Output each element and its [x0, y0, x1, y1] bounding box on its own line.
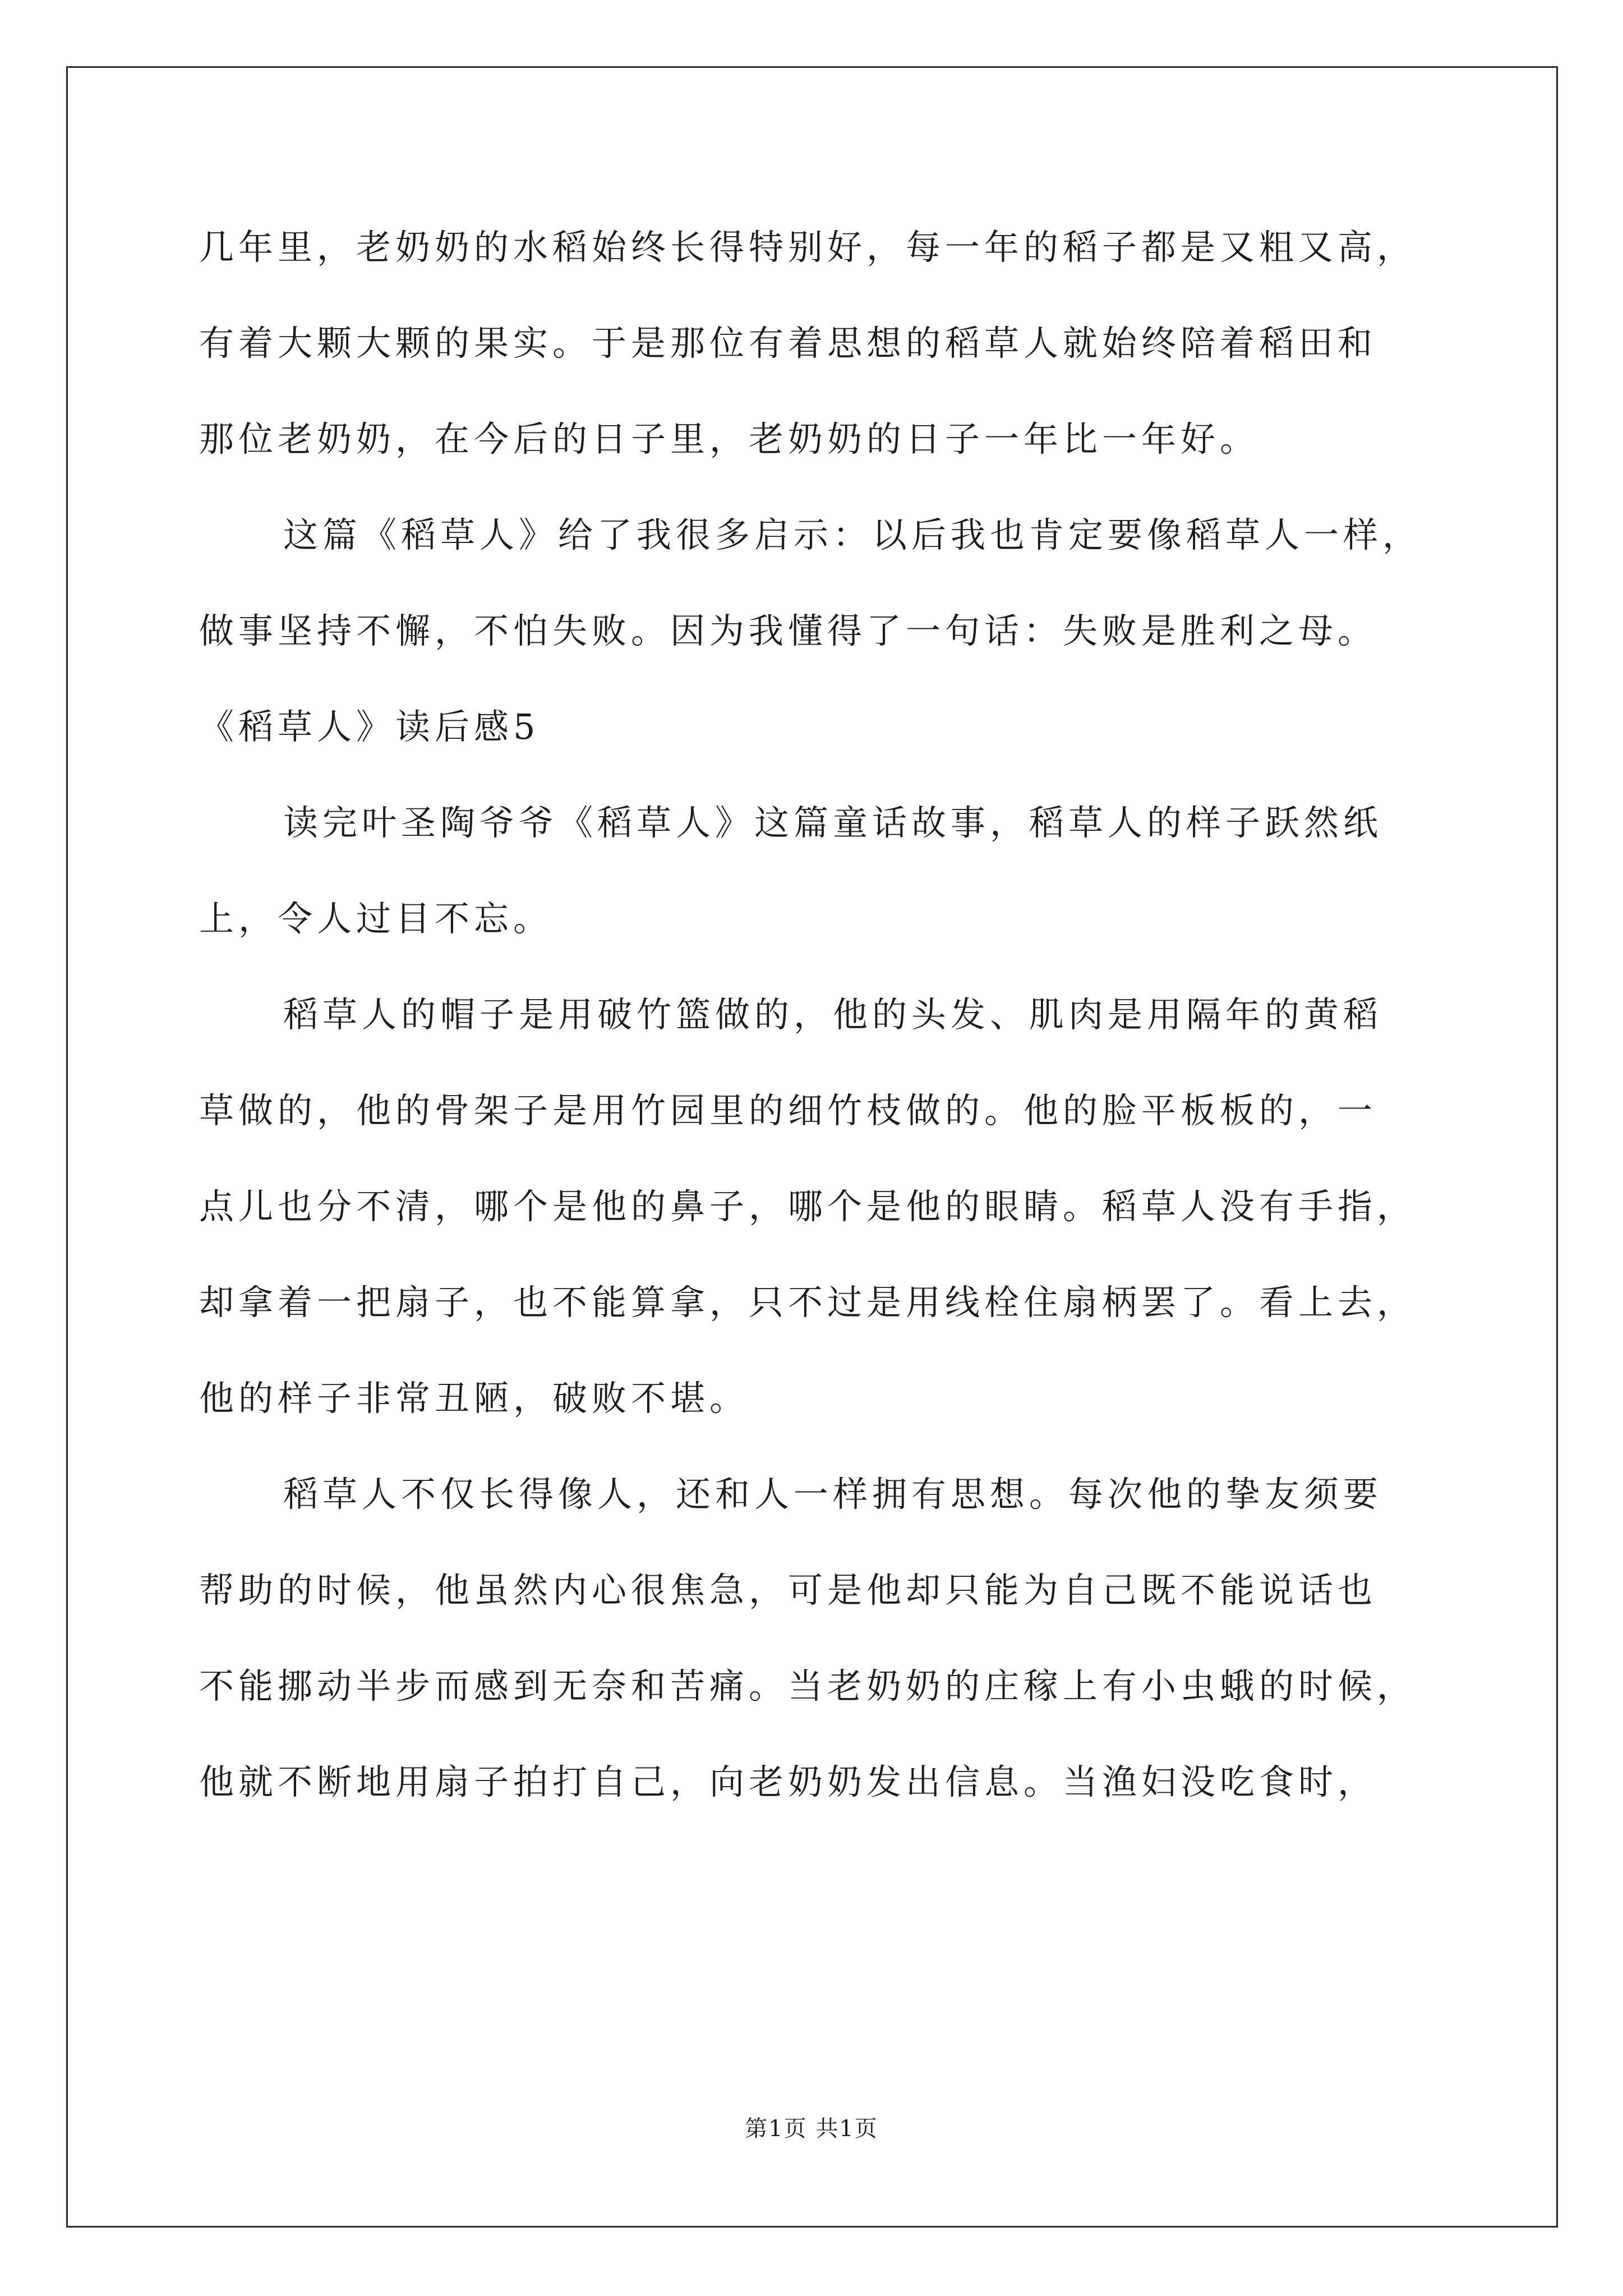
section-heading: 《稻草人》读后感5	[199, 706, 540, 747]
document-body	[199, 199, 1422, 1830]
text-line: 上，令人过目不忘。	[199, 898, 553, 939]
text-line: 稻草人的帽子是用破竹篮做的，他的头发、肌肉是用隔年的黄稻	[283, 994, 1383, 1035]
text-line: 却拿着一把扇子，也不能算拿，只不过是用线栓住扇柄罢了。看上去，	[199, 1282, 1417, 1323]
text-line: 他就不断地用扇子拍打自己，向老奶奶发出信息。当渔妇没吃食时，	[199, 1761, 1377, 1802]
page-footer: 第1页 共1页	[745, 2116, 878, 2142]
text-line: 草做的，他的骨架子是用竹园里的细竹枝做的。他的脸平板板的，一	[199, 1090, 1377, 1131]
text-line: 这篇《稻草人》给了我很多启示：以后我也肯定要像稻草人一样，	[283, 514, 1422, 555]
text-line: 做事坚持不懈，不怕失败。因为我懂得了一句话：失败是胜利之母。	[199, 610, 1377, 651]
text-line: 点儿也分不清，哪个是他的鼻子，哪个是他的眼睛。稻草人没有手指，	[199, 1186, 1417, 1227]
text-line: 几年里，老奶奶的水稻始终长得特别好，每一年的稻子都是又粗又高，	[199, 227, 1417, 268]
text-line: 稻草人不仅长得像人，还和人一样拥有思想。每次他的挚友须要	[283, 1474, 1383, 1515]
text-line: 有着大颗大颗的果实。于是那位有着思想的稻草人就始终陪着稻田和	[199, 323, 1377, 364]
text-line: 不能挪动半步而感到无奈和苦痛。当老奶奶的庄稼上有小虫蛾的时候，	[199, 1665, 1417, 1706]
text-line: 帮助的时候，他虽然内心很焦急，可是他却只能为自己既不能说话也	[199, 1570, 1377, 1611]
text-line: 那位老奶奶，在今后的日子里，老奶奶的日子一年比一年好。	[199, 418, 1260, 459]
text-line: 读完叶圣陶爷爷《稻草人》这篇童话故事，稻草人的样子跃然纸	[283, 802, 1383, 843]
text-line: 他的样子非常丑陋，破败不堪。	[199, 1378, 749, 1419]
